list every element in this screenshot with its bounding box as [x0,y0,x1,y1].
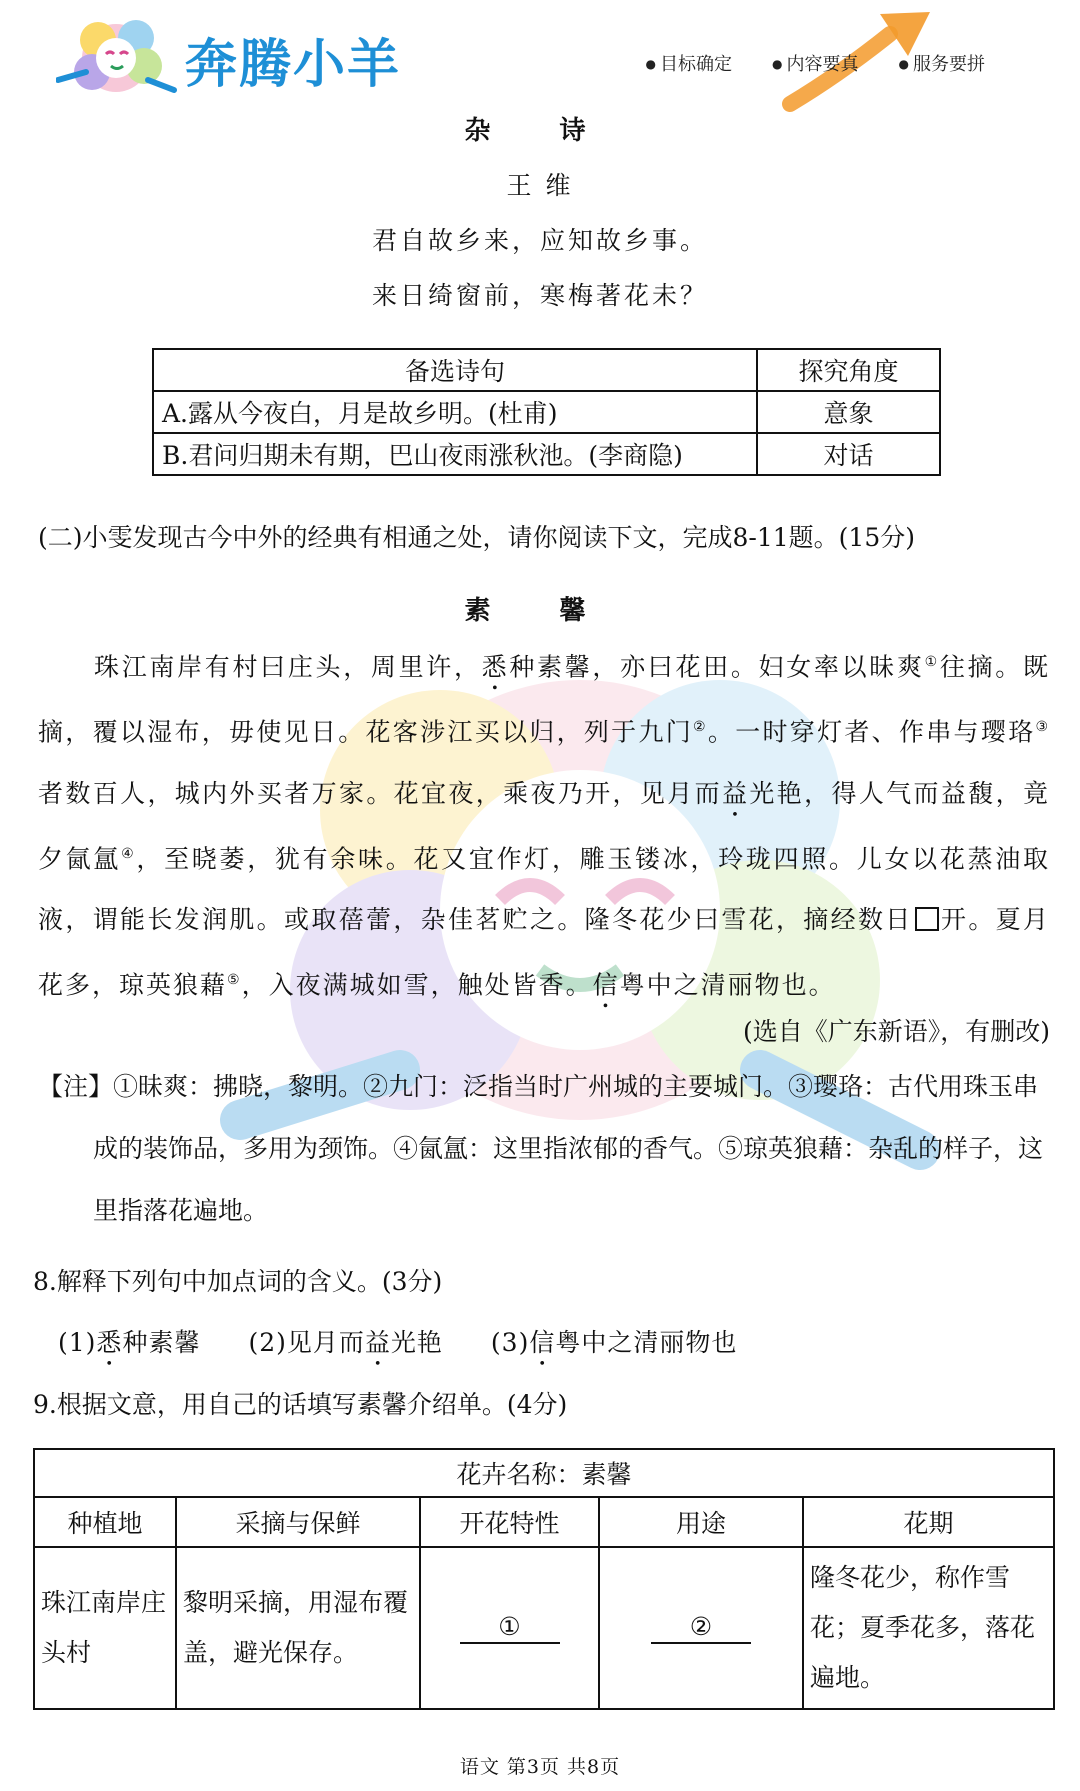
footnote-ref: ③ [1035,719,1050,736]
table-header: 种植地 [34,1497,176,1547]
table-cell: 意象 [757,391,940,433]
dotted-word: 益 [722,778,750,808]
missing-char-box [915,907,939,931]
table-cell: 隆冬花少，称作雪花；夏季花多，落花遍地。 [803,1547,1054,1709]
poem-title: 杂 诗 [464,116,616,146]
poem-line: 君自故乡来，应知故乡事。 [371,226,708,255]
poem-line: 来日绮窗前，寒梅著花未？ [371,281,708,310]
footnote-line: 【注】①昧爽：拂晓，黎明。②九门：泛指当时广州城的主要城门。③璎珞：古代用珠玉串 [38,1072,1039,1101]
table-header-row [34,1449,1054,1497]
page-footer: 语文 第3页 共8页 [459,1756,621,1778]
table-title: 花卉名称：素馨 [34,1449,1054,1497]
table-header: 花期 [803,1497,1054,1547]
table-header: 采摘与保鲜 [176,1497,420,1547]
question-8-stem: 8.解释下列句中加点词的含义。(3分) [33,1267,443,1296]
footnotes [38,1056,1050,1242]
footnote-ref: ② [693,719,708,736]
footnote-line: 成的装饰品，多用为颈饰。④氤氲：这里指浓郁的香气。⑤琼英狼藉：杂乱的样子，这里指落花遍地。 [93,1134,1044,1225]
table-cell [420,1547,599,1709]
dotted-word: 益 [364,1328,391,1357]
table-header: 备选诗句 [153,349,757,391]
slogan-item: ● 目标确定 [646,50,732,76]
section-intro: (二)小雯发现古今中外的经典有相通之处，请你阅读下文，完成8-11题。(15分) [38,523,915,552]
footnote-ref: ④ [121,845,137,862]
answer-blank[interactable]: ② [651,1612,751,1644]
poem-comparison-table [152,348,941,476]
table-header: 开花特性 [420,1497,599,1547]
brand-name: 奔腾小羊 [185,35,402,95]
table-cell: A.露从今夜白，月是故乡明。(杜甫) [153,391,757,433]
table-header-row [34,1497,1054,1547]
slogan-item: ● 服务要拼 [899,50,985,76]
question-9-stem: 9.根据文意，用自己的话填写素馨介绍单。(4分) [33,1390,568,1419]
dotted-word: 信 [529,1328,556,1357]
table-header: 用途 [599,1497,803,1547]
essay-source: (选自《广东新语》，有删改) [742,1017,1050,1046]
dotted-word: 悉 [481,652,510,682]
table-cell: 对话 [757,433,940,475]
question-8-items: (1)悉种素馨 (2)见月而益光艳 (3)信粤中之清丽物也 [58,1328,738,1357]
footnote-ref: ⑤ [227,971,242,988]
footnote-ref: ① [924,654,940,670]
table-header-row [153,349,940,391]
table-header: 探究角度 [757,349,940,391]
slogan-list [646,50,985,76]
table-row [153,391,940,433]
essay-title: 素 馨 [464,596,616,626]
table-cell: B.君问归期未有期，巴山夜雨涨秋池。(李商隐) [153,433,757,475]
essay-paragraph: 珠江南岸有村曰庄头，周里许，悉种素馨，亦曰花田。妇女率以昧爽①往摘。既摘，覆以湿布，毋使见日。花客涉江买以归，列于九门②。一时穿灯者、作串与璎珞③者数百人，城内外买者万家。花宜夜，乘夜乃开，见月而益光艳，得人气而益馥，竟夕氤氲④，至晓萎，犹有余味。花又宜作灯，雕玉镂冰，玲珑四照。儿女以花蒸油取液，谓能长发润肌。或取蓓蕾，杂佳茗贮之。隆冬花少曰雪花，摘经数日 开。夏月花多，琼英狼藉⑤，入夜满城如雪，触处皆香。信粤中之清丽物也。 [38,652,1050,1000]
table-cell: 黎明采摘，用湿布覆盖，避光保存。 [176,1547,420,1709]
slogan-item: ● 内容要真 [772,50,858,76]
table-row [34,1547,1054,1709]
table-cell [599,1547,803,1709]
table-row [153,433,940,475]
flower-intro-table [33,1448,1055,1710]
poem-author: 王 维 [506,171,574,200]
answer-blank[interactable]: ① [460,1612,560,1644]
table-cell: 珠江南岸庄头村 [34,1547,176,1709]
dotted-word: 悉 [96,1328,123,1357]
dotted-word: 信 [592,970,620,1000]
